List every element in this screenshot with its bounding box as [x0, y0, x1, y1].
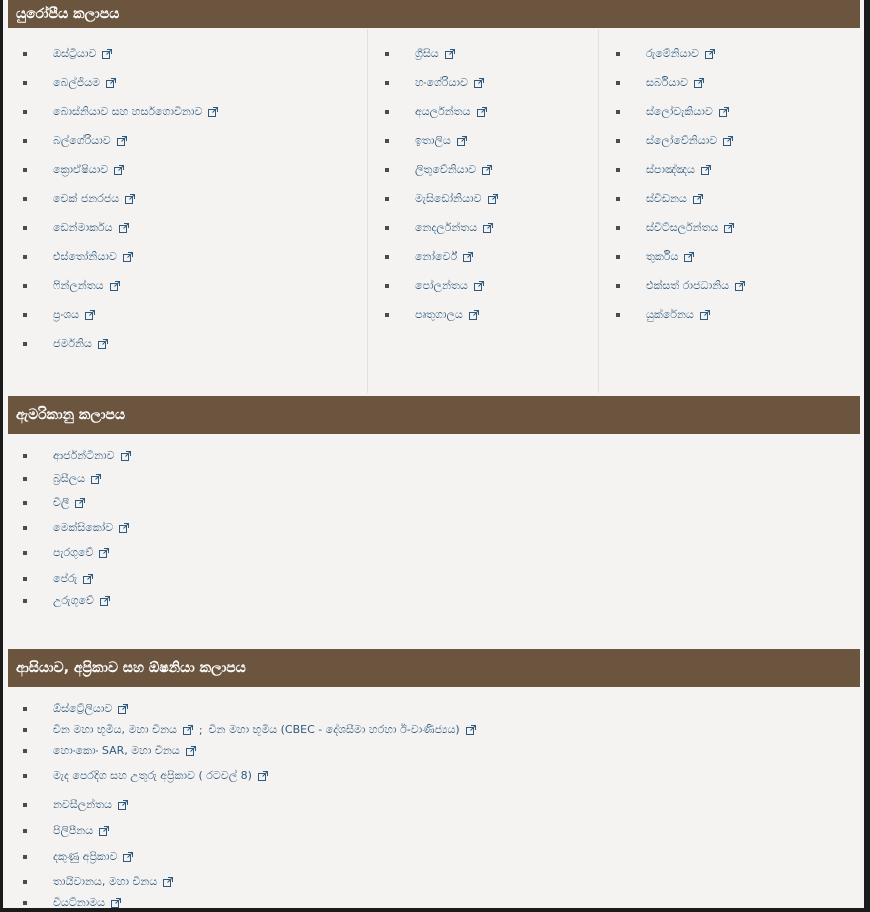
column-divider: [598, 29, 599, 393]
country-link[interactable]: [53, 45, 112, 63]
bullet: [23, 599, 27, 603]
link-label[interactable]: නෙදර්ලන්තය: [415, 221, 478, 234]
external-link-icon[interactable]: [719, 107, 729, 117]
link-label[interactable]: මැසිඩෝනියාව: [415, 192, 482, 205]
bullet: [23, 477, 27, 481]
link-label[interactable]: එස්තෝනියාව: [53, 250, 117, 263]
link-label[interactable]: හොංකොං SAR, මහා චීනය: [53, 744, 180, 757]
asia-region-title: ආසියාව, අප්‍රිකාව සහ ඕෂනියා කලාපය: [16, 660, 246, 676]
link-label[interactable]: ආර්ජන්ටිනාව: [53, 449, 115, 462]
country-link[interactable]: [53, 248, 133, 266]
external-link-icon[interactable]: [110, 281, 120, 291]
bullet: [23, 749, 27, 753]
external-link-icon[interactable]: [119, 223, 129, 233]
external-link-icon[interactable]: [186, 746, 196, 756]
external-link-icon[interactable]: [119, 523, 129, 533]
link-label[interactable]: නෝර්වේ: [415, 250, 458, 263]
bullet: [385, 52, 389, 56]
country-link[interactable]: [415, 219, 493, 237]
external-link-icon[interactable]: [723, 136, 733, 146]
external-link-icon[interactable]: [488, 194, 498, 204]
external-link-icon[interactable]: [117, 136, 127, 146]
country-link[interactable]: [53, 190, 135, 208]
bullet: [23, 728, 27, 732]
bullet: [616, 197, 620, 201]
bullet: [616, 313, 620, 317]
bullet: [23, 551, 27, 555]
bullet: [616, 284, 620, 288]
bullet: [616, 52, 620, 56]
country-link[interactable]: [415, 190, 498, 208]
link-label[interactable]: ඩෙන්මාර්කය: [53, 221, 113, 234]
external-link-icon[interactable]: [102, 49, 112, 59]
link-label[interactable]: චෙක් ජනරජය: [53, 192, 120, 205]
external-link-icon[interactable]: [100, 596, 110, 606]
bullet: [616, 226, 620, 230]
americas-region-title: ඇමරිකානු කලාපය: [16, 407, 126, 423]
link-label[interactable]: ග්‍රීසිය: [415, 47, 439, 60]
country-link-row: [53, 721, 476, 739]
link-label[interactable]: චීන මහා භූමිය (CBEC - දේශසීමා හරහා ඊ-වාණිජ්‍යය): [208, 723, 460, 736]
external-link-icon[interactable]: [483, 223, 493, 233]
bullet: [616, 110, 620, 114]
external-link-icon[interactable]: [208, 107, 218, 117]
bullet: [23, 526, 27, 530]
country-link[interactable]: [646, 161, 711, 179]
link-label[interactable]: පැරගුවේ: [53, 546, 94, 559]
link-label[interactable]: ස්ලෝවේනියාව: [646, 134, 718, 147]
bullet: [23, 226, 27, 230]
bullet: [23, 880, 27, 884]
country-link[interactable]: [53, 103, 218, 121]
external-link-icon[interactable]: [474, 78, 484, 88]
bullet: [23, 577, 27, 581]
bullet: [23, 197, 27, 201]
bullet: [385, 110, 389, 114]
country-link[interactable]: [415, 161, 492, 179]
page-content: [3, 0, 866, 908]
link-label[interactable]: මෙක්සිකෝව: [53, 521, 114, 534]
bullet: [616, 81, 620, 85]
link-label[interactable]: රුමේනියාව: [646, 47, 699, 60]
bullet: [385, 284, 389, 288]
link-label[interactable]: ස්විට්සර්ලන්තය: [646, 221, 719, 234]
bullet: [23, 707, 27, 711]
bullet: [23, 855, 27, 859]
link-label[interactable]: පෝලන්තය: [415, 279, 468, 292]
country-link[interactable]: [53, 848, 133, 866]
external-link-icon[interactable]: [457, 136, 467, 146]
external-link-icon[interactable]: [258, 771, 268, 781]
bullet: [385, 197, 389, 201]
link-label[interactable]: ක්‍රොඒෂියාව: [53, 163, 109, 176]
europe-region-title: යුරෝපීය කලාපය: [16, 6, 120, 22]
external-link-icon[interactable]: [123, 852, 133, 862]
link-separator: ;: [198, 723, 203, 737]
bullet: [23, 168, 27, 172]
country-link[interactable]: [53, 570, 93, 588]
link-label[interactable]: සර්බියාව: [646, 76, 688, 89]
bullet: [385, 313, 389, 317]
link-label[interactable]: බොස්නියාව සහ හර්සගොවිනාව: [53, 105, 203, 118]
link-label[interactable]: වියට්නාමය: [53, 896, 106, 908]
country-link[interactable]: [53, 132, 127, 150]
external-link-icon[interactable]: [694, 78, 704, 88]
country-link[interactable]: [646, 219, 734, 237]
link-label[interactable]: ප්‍රංශය: [53, 308, 80, 321]
column-divider: [367, 29, 368, 393]
country-link[interactable]: [53, 822, 109, 840]
external-link-icon[interactable]: [99, 548, 109, 558]
country-link[interactable]: [415, 306, 479, 324]
bullet: [23, 901, 27, 905]
country-link[interactable]: [646, 277, 745, 295]
link-label[interactable]: තුර්කිය: [646, 250, 679, 263]
external-link-icon[interactable]: [474, 281, 484, 291]
link-label[interactable]: එක්සත් රාජධානිය: [646, 279, 730, 292]
country-link[interactable]: [53, 219, 129, 237]
country-link[interactable]: [646, 103, 729, 121]
link-label[interactable]: අයර්ලන්තය: [415, 105, 471, 118]
external-link-icon[interactable]: [684, 252, 694, 262]
country-link[interactable]: [415, 74, 484, 92]
bullet: [385, 168, 389, 172]
country-link[interactable]: [53, 335, 108, 353]
bullet: [385, 81, 389, 85]
country-link[interactable]: [415, 132, 467, 150]
country-link[interactable]: [53, 74, 116, 92]
link-label[interactable]: මැද පෙරදිග සහ උතුරු අප්‍රිකාව ( රටවල් 8): [53, 769, 252, 782]
bullet: [23, 255, 27, 259]
link-label[interactable]: ඕස්ට්‍රේලියාව: [53, 702, 113, 715]
link-label[interactable]: යුක්රේනය: [646, 308, 694, 321]
external-link-icon[interactable]: [183, 725, 193, 735]
link-label[interactable]: පේරු: [53, 572, 78, 585]
link-label[interactable]: හංගේරියාව: [415, 76, 468, 89]
link-label[interactable]: පිලිපීනය: [53, 824, 94, 837]
country-link[interactable]: [646, 248, 694, 266]
external-link-icon[interactable]: [163, 877, 173, 887]
external-link-icon[interactable]: [98, 339, 108, 349]
link-label[interactable]: ස්ලෝවැකියාව: [646, 105, 713, 118]
link-label[interactable]: දකුණු අප්‍රිකාව: [53, 850, 118, 863]
external-link-icon[interactable]: [91, 474, 101, 484]
country-link[interactable]: [53, 544, 109, 562]
external-link-icon[interactable]: [735, 281, 745, 291]
country-link[interactable]: [53, 277, 120, 295]
bullet: [23, 139, 27, 143]
link-label[interactable]: නවසීලන්තය: [53, 798, 112, 811]
bullet: [23, 774, 27, 778]
link-label[interactable]: ෆින්ලන්තය: [53, 279, 104, 292]
external-link-icon[interactable]: [85, 310, 95, 320]
external-link-icon[interactable]: [724, 223, 734, 233]
link-label[interactable]: ජර්මනිය: [53, 337, 92, 350]
country-link[interactable]: [646, 306, 710, 324]
americas-region-header: [8, 396, 860, 434]
link-label[interactable]: ඉතාලිය: [415, 134, 451, 147]
link-label[interactable]: ලිතුවේනියාව: [415, 163, 477, 176]
external-link-icon[interactable]: [114, 165, 124, 175]
bullet: [23, 454, 27, 458]
external-link-icon[interactable]: [111, 898, 121, 908]
external-link-icon[interactable]: [75, 498, 85, 508]
bullet: [385, 255, 389, 259]
external-link-icon[interactable]: [125, 194, 135, 204]
country-link[interactable]: [53, 700, 128, 718]
country-link[interactable]: [53, 306, 95, 324]
bullet: [23, 829, 27, 833]
country-link[interactable]: [53, 494, 85, 512]
bullet: [23, 52, 27, 56]
link-label[interactable]: බ්‍රසීලය: [53, 472, 86, 485]
external-link-icon[interactable]: [121, 451, 131, 461]
link-label[interactable]: බෙල්ජියම: [53, 76, 101, 89]
bullet: [23, 501, 27, 505]
external-link-icon[interactable]: [118, 800, 128, 810]
external-link-icon[interactable]: [106, 78, 116, 88]
external-link-icon[interactable]: [445, 49, 455, 59]
bullet: [23, 803, 27, 807]
country-link[interactable]: [53, 592, 110, 610]
link-label[interactable]: බල්ගේරියාව: [53, 134, 111, 147]
country-link[interactable]: [646, 45, 715, 63]
bullet: [23, 313, 27, 317]
bullet: [385, 139, 389, 143]
external-link-icon[interactable]: [118, 704, 128, 714]
country-link[interactable]: [415, 45, 455, 63]
country-link[interactable]: [415, 103, 487, 121]
bullet: [616, 255, 620, 259]
country-link[interactable]: [53, 873, 173, 891]
europe-region-header: [8, 0, 860, 28]
bullet: [385, 226, 389, 230]
external-link-icon[interactable]: [83, 574, 93, 584]
bullet: [23, 342, 27, 346]
link-label[interactable]: ස්පාඤ්ඤය: [646, 163, 695, 176]
country-link[interactable]: [415, 248, 473, 266]
country-link[interactable]: [53, 447, 131, 465]
link-label[interactable]: චිලී: [53, 496, 70, 509]
country-link[interactable]: [646, 132, 733, 150]
bullet: [23, 110, 27, 114]
external-link-icon[interactable]: [700, 310, 710, 320]
country-link[interactable]: [646, 190, 703, 208]
country-link[interactable]: [53, 767, 268, 785]
external-link-icon[interactable]: [482, 165, 492, 175]
external-link-icon[interactable]: [469, 310, 479, 320]
external-link-icon[interactable]: [693, 194, 703, 204]
external-link-icon[interactable]: [705, 49, 715, 59]
country-link[interactable]: [53, 519, 129, 537]
external-link-icon[interactable]: [99, 826, 109, 836]
country-link[interactable]: [646, 74, 704, 92]
external-link-icon[interactable]: [701, 165, 711, 175]
external-link-icon[interactable]: [466, 725, 476, 735]
external-link-icon[interactable]: [123, 252, 133, 262]
link-label[interactable]: ස්වීඩනය: [646, 192, 687, 205]
bullet: [23, 81, 27, 85]
asia-region-header: [8, 649, 860, 687]
country-link[interactable]: [53, 742, 196, 760]
external-link-icon[interactable]: [477, 107, 487, 117]
link-label[interactable]: උරුගුවේ: [53, 594, 94, 607]
link-label[interactable]: චීන මහා භූමිය, මහා චීනය: [53, 723, 177, 736]
country-link[interactable]: [53, 161, 124, 179]
link-label[interactable]: තායිවානය, මහා චීනය: [53, 875, 158, 888]
country-link[interactable]: [53, 470, 101, 488]
country-link[interactable]: [53, 894, 121, 908]
bullet: [616, 168, 620, 172]
bullet: [23, 284, 27, 288]
bullet: [616, 139, 620, 143]
country-link[interactable]: [53, 796, 128, 814]
link-label[interactable]: පෘතුගාලය: [415, 308, 463, 321]
country-link[interactable]: [415, 277, 484, 295]
link-label[interactable]: ඔස්ට්‍රියාව: [53, 47, 97, 60]
external-link-icon[interactable]: [463, 252, 473, 262]
